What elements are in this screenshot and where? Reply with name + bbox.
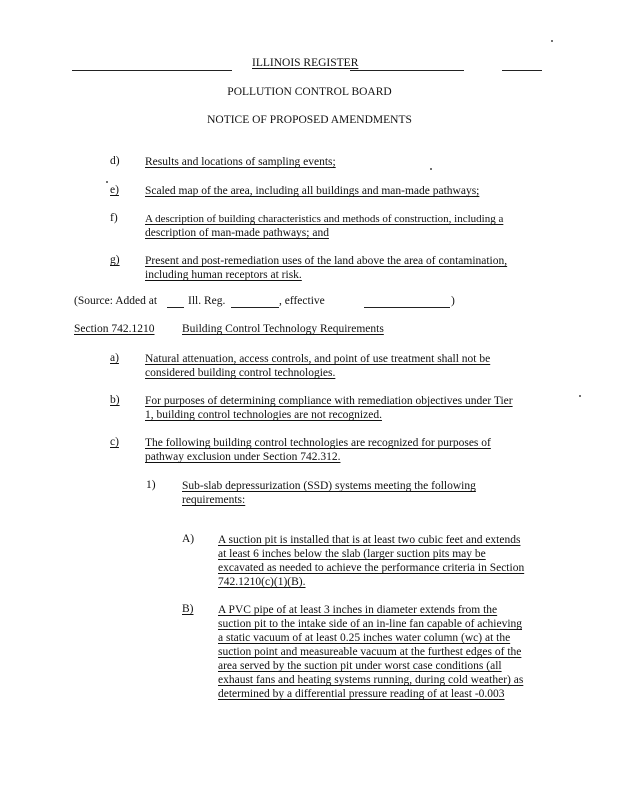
item-text-line2: description of man-made pathways; and	[145, 227, 329, 239]
subsub-text-line: determined by a differential pressure reading of at least -0.003	[218, 688, 505, 700]
item-text-line1: Present and post-remediation uses of the land above the area of contamination,	[145, 255, 508, 267]
register-title: ILLINOIS REGISTER	[252, 57, 359, 69]
subitem-label: 1)	[146, 479, 156, 491]
item-text-line1: Natural attenuation, access controls, and point of use treatment shall not be	[145, 353, 491, 365]
source-blank-page	[231, 307, 279, 308]
subsub-text-line: a static vacuum of at least 0.25 inches water column (wc) at the	[218, 632, 511, 644]
source-prefix: (Source: Added at	[74, 295, 158, 307]
subsub-text-line: at least 6 inches below the slab (larger suction pits may be	[218, 548, 486, 560]
subsub-text-line: A PVC pipe of at least 3 inches in diameter extends from the	[218, 604, 498, 616]
header-rule-right	[502, 70, 542, 71]
item-label: e)	[110, 184, 119, 196]
item-text-line1: A description of building characteristics and methods of construction, including a	[145, 213, 504, 225]
subsub-text-line: suction pit to the intake side of an in-line fan capable of achieving	[218, 618, 523, 630]
section-title: Building Control Technology Requirements	[182, 323, 384, 335]
scan-speck	[106, 181, 108, 183]
subsub-label: A)	[182, 533, 195, 545]
item-text: Results and locations of sampling events;	[145, 156, 336, 168]
source-blank-date	[364, 307, 450, 308]
scan-speck	[579, 395, 581, 397]
scan-speck	[551, 40, 553, 42]
source-effective: , effective	[279, 295, 325, 307]
subsub-text-line: 742.1210(c)(1)(B).	[218, 576, 306, 588]
item-text-line1: For purposes of determining compliance with remediation objectives under Tier	[145, 395, 513, 407]
item-text-line2: pathway exclusion under Section 742.312.	[145, 451, 341, 463]
header-rule-left	[72, 70, 232, 71]
subsub-text-line: exhaust fans and heating systems running, during cold weather) as	[218, 674, 524, 686]
board-name: POLLUTION CONTROL BOARD	[227, 86, 392, 98]
item-text: Scaled map of the area, including all buildings and man-made pathways;	[145, 185, 480, 197]
item-label: b)	[110, 394, 120, 406]
item-label: g)	[110, 254, 120, 266]
source-ill-reg: Ill. Reg.	[188, 295, 226, 307]
header-rule-middle	[350, 70, 464, 71]
item-text-line1: The following building control technologies are recognized for purposes of	[145, 437, 491, 449]
subitem-text-line2: requirements:	[182, 494, 246, 506]
scan-speck	[430, 168, 432, 170]
subsub-text-line: suction point and measureable vacuum at the furthest edges of the	[218, 646, 522, 658]
item-text-line2: 1, building control technologies are not recognized.	[145, 409, 382, 421]
item-label: c)	[110, 436, 119, 448]
subsub-text-line: A suction pit is installed that is at least two cubic feet and extends	[218, 534, 521, 546]
subsub-label: B)	[182, 603, 194, 615]
source-blank-volume	[167, 307, 184, 308]
subsub-text-line: excavated as needed to achieve the performance criteria in Section	[218, 562, 525, 574]
item-text-line2: including human receptors at risk.	[145, 269, 302, 281]
item-text-line2: considered building control technologies.	[145, 367, 336, 379]
item-label: a)	[110, 352, 119, 364]
source-suffix: )	[451, 295, 455, 307]
notice-title: NOTICE OF PROPOSED AMENDMENTS	[207, 114, 412, 126]
subitem-text-line1: Sub-slab depressurization (SSD) systems meeting the following	[182, 480, 476, 492]
item-label: f)	[110, 212, 118, 224]
section-number: Section 742.1210	[74, 323, 155, 335]
subsub-text-line: area served by the suction pit under worst case conditions (all	[218, 660, 502, 672]
item-label: d)	[110, 155, 120, 167]
